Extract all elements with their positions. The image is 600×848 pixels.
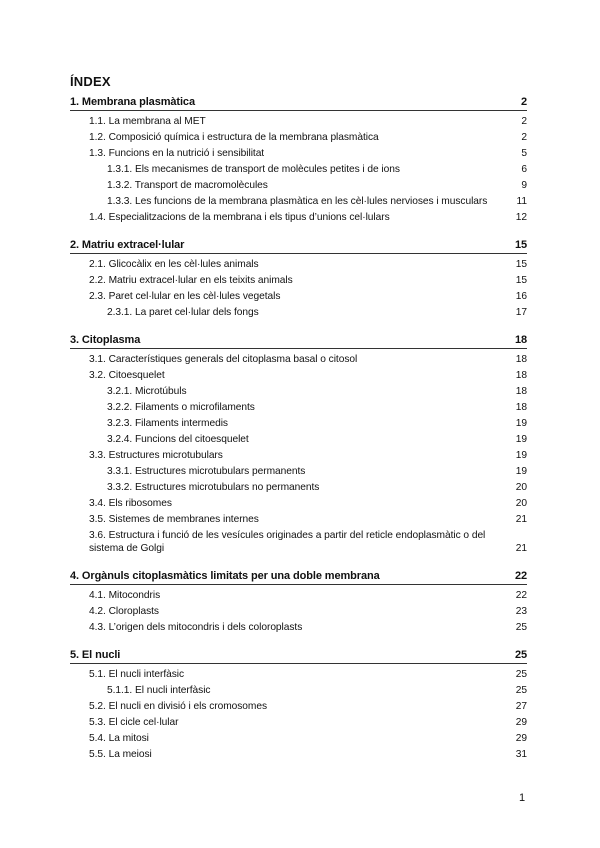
toc-entry-title: 4.2. Cloroplasts (89, 605, 159, 617)
toc-entry-page: 6 (521, 163, 527, 175)
toc-entry-page: 17 (515, 306, 527, 318)
toc-entry[interactable] (70, 479, 527, 495)
toc-entry-page: 16 (515, 290, 527, 302)
toc-entry-title: 3.2. Citoesquelet (89, 369, 165, 381)
toc-entry-title: 3.3.1. Estructures microtubulars permanents (107, 465, 306, 477)
toc-entry-page: 25 (515, 621, 527, 633)
toc-entry-page: 25 (515, 668, 527, 680)
toc-entry[interactable] (70, 383, 527, 399)
toc-entry-title: 1.3.1. Els mecanismes de transport de molècules petites i de ions (107, 163, 400, 175)
toc-chapter-heading[interactable] (70, 333, 527, 349)
toc-entry-title: 3.3.2. Estructures microtubulars no permanents (107, 481, 320, 493)
toc-entry[interactable] (70, 511, 527, 527)
table-of-contents (70, 95, 527, 775)
toc-entry[interactable] (70, 288, 527, 304)
toc-entry-title: 5.3. El cicle cel·lular (89, 716, 179, 728)
toc-entry[interactable] (70, 682, 527, 698)
toc-entry-page: 21 (515, 513, 527, 525)
toc-entry[interactable] (70, 714, 527, 730)
toc-entry-title: 5.4. La mitosi (89, 732, 149, 744)
page-number: 1 (519, 792, 526, 804)
toc-entry[interactable] (70, 415, 527, 431)
toc-entry-page: 12 (515, 211, 527, 223)
toc-entry-page: 15 (515, 274, 527, 286)
toc-chapter-heading[interactable] (70, 648, 527, 664)
toc-entry[interactable] (70, 746, 527, 762)
toc-entry-page: 9 (521, 179, 527, 191)
toc-entry[interactable] (70, 304, 527, 320)
toc-entry[interactable] (70, 447, 527, 463)
toc-chapter-title: 4. Orgànuls citoplasmàtics limitats per una doble membrana (70, 570, 380, 582)
toc-entry[interactable] (70, 272, 527, 288)
toc-entry-title: 2.2. Matriu extracel·lular en els teixits animals (89, 274, 293, 286)
toc-entry[interactable] (70, 209, 527, 225)
toc-chapter-title: 2. Matriu extracel·lular (70, 239, 185, 251)
toc-entry-title: 3.2.1. Microtúbuls (107, 385, 187, 397)
toc-entry[interactable] (70, 463, 527, 479)
toc-entry[interactable] (70, 161, 527, 177)
toc-entry[interactable] (70, 367, 527, 383)
toc-chapter-page: 25 (514, 649, 527, 661)
toc-entry-page: 19 (515, 449, 527, 461)
toc-entry-page: 19 (515, 417, 527, 429)
toc-chapter (70, 333, 527, 556)
toc-chapter (70, 238, 527, 320)
toc-entry[interactable] (70, 129, 527, 145)
toc-chapter-heading[interactable] (70, 95, 527, 111)
toc-entry-title: 2.3. Paret cel·lular en les cèl·lules vegetals (89, 290, 281, 302)
toc-entry[interactable] (70, 145, 527, 161)
toc-entry[interactable] (70, 113, 527, 129)
toc-entry[interactable] (70, 698, 527, 714)
toc-entry-page: 18 (515, 401, 527, 413)
toc-entry[interactable] (70, 431, 527, 447)
toc-entry-title: 1.3.2. Transport de macromolècules (107, 179, 268, 191)
toc-entry-title: 2.3.1. La paret cel·lular dels fongs (107, 306, 259, 318)
toc-entry-title: 5.2. El nucli en divisió i els cromosomes (89, 700, 268, 712)
toc-entry-title: 1.3. Funcions en la nutrició i sensibilitat (89, 147, 265, 159)
toc-entry-page: 18 (515, 353, 527, 365)
toc-entry-page: 20 (515, 497, 527, 509)
toc-entry-page: 22 (515, 589, 527, 601)
toc-chapter-page: 15 (514, 239, 527, 251)
toc-entry-title: 1.4. Especialitzacions de la membrana i els tipus d’unions cel·lulars (89, 211, 390, 223)
toc-entry[interactable] (70, 351, 527, 367)
toc-entry-title: 4.1. Mitocondris (89, 589, 161, 601)
toc-entry-page: 2 (521, 115, 527, 127)
toc-entry[interactable] (70, 527, 527, 556)
toc-chapter-title: 3. Citoplasma (70, 334, 141, 346)
toc-entry-title: 5.5. La meiosi (89, 748, 152, 760)
toc-entry-title: 5.1.1. El nucli interfàsic (107, 684, 211, 696)
toc-entry-page: 18 (515, 385, 527, 397)
toc-chapter-heading[interactable] (70, 569, 527, 585)
toc-entry-page: 19 (515, 465, 527, 477)
toc-entry-page: 5 (521, 147, 527, 159)
toc-entry-title: 2.1. Glicocàlix en les cèl·lules animals (89, 258, 259, 270)
toc-entry-page: 18 (515, 369, 527, 381)
toc-entry-page: 27 (515, 700, 527, 712)
toc-entry-title: 3.5. Sistemes de membranes internes (89, 513, 259, 525)
toc-entry-page: 15 (515, 258, 527, 270)
toc-entry-page: 29 (515, 732, 527, 744)
toc-entry-page: 11 (516, 195, 527, 207)
toc-chapter (70, 648, 527, 762)
toc-chapter-page: 2 (520, 96, 527, 108)
toc-entry[interactable] (70, 193, 527, 209)
toc-entry-page: 23 (515, 605, 527, 617)
toc-entry[interactable] (70, 256, 527, 272)
toc-entry-title: 3.3. Estructures microtubulars (89, 449, 223, 461)
toc-entry-title: 1.1. La membrana al MET (89, 115, 206, 127)
toc-entry-title: 1.2. Composició química i estructura de la membrana plasmàtica (89, 131, 379, 143)
toc-chapter (70, 95, 527, 225)
toc-chapter-heading[interactable] (70, 238, 527, 254)
toc-entry-title: 3.4. Els ribosomes (89, 497, 172, 509)
toc-entry-title: 5.1. El nucli interfàsic (89, 668, 185, 680)
toc-chapter-page: 18 (514, 334, 527, 346)
toc-chapter-page: 22 (514, 570, 527, 582)
toc-entry-title: 3.2.4. Funcions del citoesquelet (107, 433, 249, 445)
toc-entry-page: 21 (515, 542, 527, 554)
toc-entry-title: 3.6. Estructura i funció de les vesícules originades a partir del reticle endoplasmàtic o del sistema de Golgi (89, 529, 486, 554)
toc-chapter-title: 1. Membrana plasmàtica (70, 96, 195, 108)
toc-entry-title: 3.1. Característiques generals del citoplasma basal o citosol (89, 353, 358, 365)
toc-entry-page: 20 (515, 481, 527, 493)
page-title: ÍNDEX (70, 74, 111, 89)
toc-entry-page: 31 (515, 748, 527, 760)
toc-entry-title: 3.2.3. Filaments intermedis (107, 417, 228, 429)
toc-entry[interactable] (70, 619, 527, 635)
toc-entry[interactable] (70, 399, 527, 415)
toc-entry[interactable] (70, 177, 527, 193)
toc-entry-page: 2 (521, 131, 527, 143)
toc-entry-page: 19 (515, 433, 527, 445)
toc-chapter-title: 5. El nucli (70, 649, 121, 661)
toc-entry[interactable] (70, 587, 527, 603)
toc-entry-page: 25 (515, 684, 527, 696)
toc-entry-title: 1.3.3. Les funcions de la membrana plasmàtica en les cèl·lules nervioses i musculars (107, 195, 488, 207)
toc-chapter (70, 569, 527, 635)
toc-entry[interactable] (70, 603, 527, 619)
toc-entry[interactable] (70, 495, 527, 511)
toc-entry[interactable] (70, 666, 527, 682)
toc-entry-page: 29 (515, 716, 527, 728)
toc-entry-title: 3.2.2. Filaments o microfilaments (107, 401, 255, 413)
toc-entry[interactable] (70, 730, 527, 746)
toc-entry-title: 4.3. L’origen dels mitocondris i dels coloroplasts (89, 621, 303, 633)
